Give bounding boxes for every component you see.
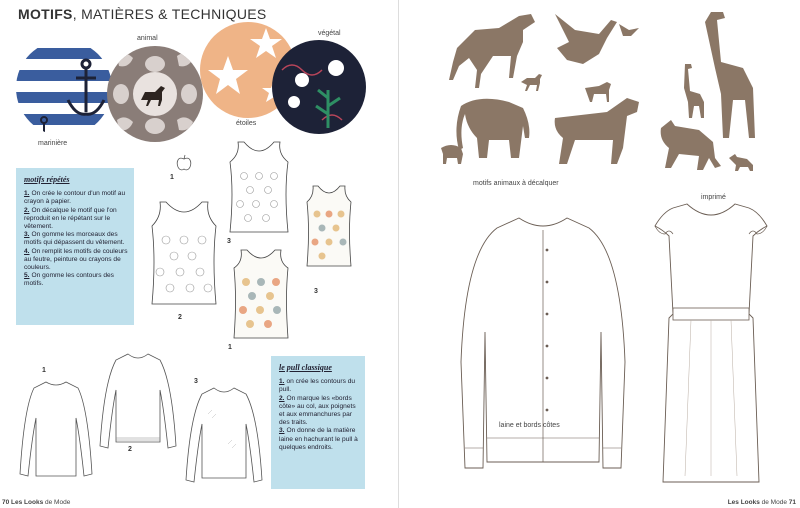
elephant-icon (456, 99, 529, 158)
dress-sketch (641, 196, 781, 492)
animal-swatch (107, 46, 203, 142)
tank-top-colored (304, 184, 354, 270)
pullover-sketch (182, 384, 266, 488)
step-number-apple: 1 (170, 174, 174, 181)
step-5: 5. On gomme les contours des motifs. (24, 272, 114, 288)
page-title: MOTIFS, MATIÈRES & TECHNIQUES (18, 6, 267, 22)
vegetal-swatch (272, 40, 366, 134)
cardigan-sketch (453, 212, 633, 482)
dog-icon (555, 98, 639, 164)
step-1: 1. on crée les contours du pull. (279, 378, 356, 394)
step-number-top-b: 3 (227, 238, 231, 245)
step-3: 3. On gomme les morceaux des motifs qui dépassent du vêtement. (24, 231, 125, 247)
tank-top-sketch (226, 140, 292, 236)
box-heading: le pull classique (279, 363, 332, 372)
pullover-sketch (18, 378, 94, 482)
box-heading: motifs répétés (24, 175, 70, 184)
cat-icon (661, 120, 721, 170)
tank-top-sketch (146, 200, 222, 310)
apple-icon (176, 154, 192, 172)
etoiles-label: étoiles (236, 120, 257, 127)
motifs-repetes-box (16, 168, 134, 325)
step-3: 3. On donne de la matière laine en hachurant le pull à quelques endroits. (279, 427, 358, 451)
step-number-pull-3: 3 (194, 378, 198, 385)
step-2: 2. On marque les «bords côte» au col, aux poignets et aux emmanchures par des traits. (279, 394, 356, 427)
animal-silhouettes (439, 8, 779, 178)
pullover-sketch (96, 350, 180, 454)
step-number-pull-2: 2 (128, 446, 132, 453)
step-number-top-c: 1 (228, 344, 232, 351)
step-4: 4. On remplit les motifs de couleurs au feutre, peinture ou crayons de couleurs. (24, 247, 128, 272)
step-1: 1. On crée le contour d'un motif au crayon à papier. (24, 190, 126, 206)
bird-icon (555, 14, 617, 64)
step-2: 2. On décalque le motif que l'on reproduit en le répétant sur le vêtement. (24, 206, 117, 231)
horse-icon (449, 14, 535, 88)
left-footer: 70 Les Looks de Mode (2, 499, 71, 506)
animals-caption: motifs animaux à décalquer (473, 180, 559, 187)
pull-classique-box (271, 356, 365, 489)
mariniere-label: marinière (38, 140, 68, 147)
cardigan-caption: laine et bords côtes (499, 422, 560, 429)
step-number-top-d: 3 (314, 288, 318, 295)
right-page (401, 0, 800, 508)
tank-top-colored (230, 248, 292, 342)
step-number-pull-1: 1 (42, 367, 46, 374)
right-footer: Les Looks de Mode 71 (727, 499, 796, 506)
animal-label: animal (137, 35, 158, 42)
giraffe-icon (705, 12, 755, 138)
left-page (0, 0, 399, 508)
dress-caption: imprimé (701, 194, 726, 201)
mariniere-swatch (16, 40, 112, 136)
step-number-top-a: 2 (178, 314, 182, 321)
vegetal-label: végétal (318, 30, 341, 37)
